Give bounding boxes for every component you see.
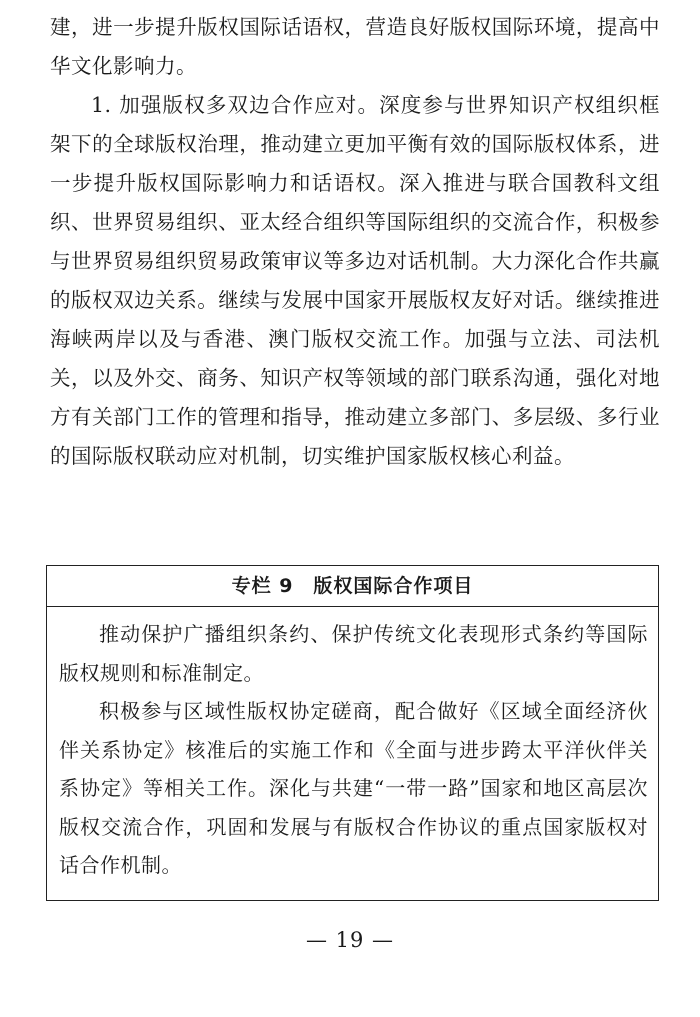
document-page [50, 0, 660, 476]
column-box [46, 565, 659, 901]
page-number: — 19 — [305, 928, 395, 952]
column-box-paragraph-1: 推动保护广播组织条约、保护传统文化表现形式条约等国际版权规则和标准制定。 [59, 622, 648, 685]
column-box-title: 专栏 9 版权国际合作项目 [47, 566, 658, 607]
continuation-paragraph: 建，进一步提升版权国际话语权，营造良好版权国际环境，提高中华文化影响力。 [50, 15, 660, 78]
column-box-paragraph-2: 积极参与区域性版权协定磋商，配合做好《区域全面经济伙伴关系协定》核准后的实施工作和《全面与进步跨太平洋伙伴关系协定》等相关工作。深化与共建“一带一路”国家和地区高层次版权交流合作，巩固和发展与有版权合作协议的重点国家版权对话合作机制。 [59, 699, 648, 877]
section-1-paragraph: 1. 加强版权多双边合作应对。深度参与世界知识产权组织框架下的全球版权治理，推动建立更加平衡有效的国际版权体系，进一步提升版权国际影响力和话语权。深入推进与联合国教科文组织、世界贸易组织、亚太经合组织等国际组织的交流合作，积极参与世界贸易组织贸易政策审议等多边对话机制。大力深化合作共赢的版权双边关系。继续与发展中国家开展版权友好对话。继续推进海峡两岸以及与香港、澳门版权交流工作。加强与立法、司法机关，以及外交、商务、知识产权等领域的部门联系沟通，强化对地方有关部门工作的管理和指导，推动建立多部门、多层级、多行业的国际版权联动应对机制，切实维护国家版权核心利益。 [50, 93, 660, 468]
column-box-body [47, 607, 658, 885]
